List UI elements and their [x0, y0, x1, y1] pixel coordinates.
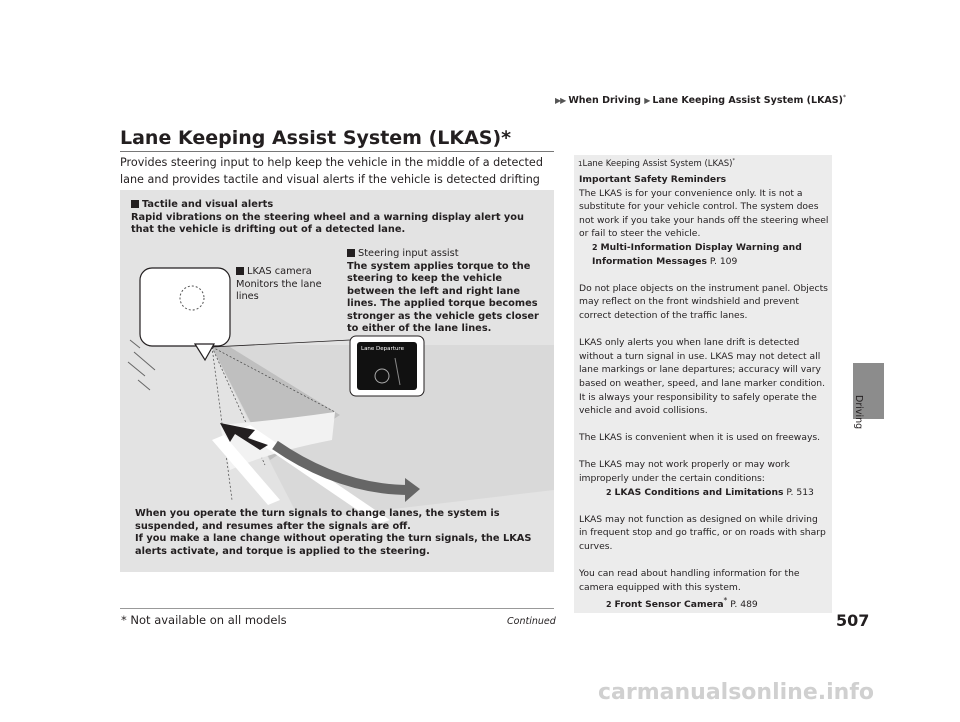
steer-block	[347, 248, 552, 336]
ref-3-page: P. 489	[730, 599, 758, 611]
safety-title: Important Safety Reminders	[579, 174, 727, 185]
camera-callout-box	[140, 268, 230, 346]
tactile-text: Rapid vibrations on the steering wheel and a warning display alert you that the vehicle is drifting out of a detected lane.	[131, 211, 525, 235]
page-title: Lane Keeping Assist System (LKAS)*	[120, 127, 512, 149]
ref-2[interactable]	[579, 486, 829, 500]
sidebar-heading-text: Lane Keeping Assist System (LKAS)	[582, 158, 733, 169]
ref-1-page: P. 109	[709, 255, 738, 267]
sidebar-para-2: Do not place objects on the instrument panel. Objects may reflect on the front windshield and prevent correct detection of the traffic lanes.	[579, 282, 828, 321]
breadcrumb	[555, 94, 846, 106]
ref-3-marker: *	[723, 596, 728, 606]
steer-text: The system applies torque to the steering to keep the vehicle between the left and right lane lines. The applied torque becomes stronger as the vehicle gets closer to either of the lane lines.	[347, 260, 539, 334]
reference-arrow-icon: 2	[606, 487, 612, 497]
sidebar-note-icon: 1	[578, 159, 583, 168]
ref-2-text: LKAS Conditions and Limitations	[614, 486, 784, 498]
sidebar-para-6: LKAS may not function as designed on while driving in frequent stop and go traffic, or on roads with sharp curves.	[579, 513, 826, 553]
breadcrumb-part-1[interactable]: When Driving	[568, 95, 641, 107]
page-number: 507	[836, 611, 870, 630]
double-arrow-icon: ▶▶	[555, 96, 566, 106]
ref-3[interactable]	[579, 594, 829, 612]
square-bullet-icon	[236, 267, 244, 275]
dash-2	[134, 352, 155, 370]
reference-arrow-icon: 2	[592, 242, 598, 252]
square-bullet-icon	[131, 200, 139, 208]
dash-3	[128, 362, 145, 376]
tactile-block	[131, 199, 543, 237]
sidebar-para-7: You can read about handling information for the camera equipped with this system.	[579, 568, 800, 593]
ref-1[interactable]	[579, 241, 829, 268]
breadcrumb-part-2[interactable]: Lane Keeping Assist System (LKAS)	[652, 95, 843, 107]
camera-callout-pointer	[195, 344, 214, 360]
continued-label: Continued	[507, 616, 556, 627]
camera-heading: LKAS camera	[247, 266, 312, 277]
arrow-icon: ▶	[644, 96, 650, 106]
sidebar-heading-marker: *	[732, 158, 735, 164]
dash-4	[138, 380, 150, 390]
bottom-text-2: If you make a lane change without operating the turn signals, the LKAS alerts activate, and torque is applied to the steering.	[135, 533, 532, 557]
bottom-text-1: When you operate the turn signals to change lanes, the system is suspended, and resumes after the signals are off.	[135, 508, 500, 532]
sidebar-body	[579, 173, 829, 612]
sidebar-heading	[578, 158, 735, 169]
steer-heading: Steering input assist	[358, 248, 459, 259]
sidebar-para-4: The LKAS is convenient when it is used on freeways.	[579, 432, 821, 444]
intro-text: Provides steering input to help keep the vehicle in the middle of a detected lane and provides tactile and visual alerts if the vehicle is detected drifting	[120, 156, 543, 186]
section-tab-label[interactable]: Driving	[853, 395, 864, 430]
ref-2-page: P. 513	[786, 486, 814, 498]
safety-text: The LKAS is for your convenience only. It is not a substitute for your vehicle control. The system does not work if you take your hands off the steering wheel or fail to steer the vehicle.	[579, 187, 829, 240]
tactile-heading: Tactile and visual alerts	[142, 199, 274, 210]
footnote: * Not available on all models	[121, 613, 287, 627]
title-divider	[120, 151, 554, 152]
breadcrumb-marker: *	[842, 94, 846, 101]
sidebar-para-5: The LKAS may not work properly or may work improperly under the certain conditions:	[579, 459, 790, 485]
display-label: Lane Departure	[361, 346, 404, 352]
reference-arrow-icon: 2	[606, 600, 612, 610]
sidebar-para-3: LKAS only alerts you when lane drift is detected without a turn signal in use. LKAS may not detect all lane markings or lane departures; accuracy will vary based on weather, speed, and lane marker condition. It is always your responsibility to safely operate the vehicle and avoid collisions.	[579, 337, 825, 417]
square-bullet-icon	[347, 249, 355, 257]
bottom-block	[135, 508, 547, 558]
ref-1-text: Multi-Information Display Warning and Information Messages	[592, 241, 802, 267]
footer-divider	[120, 608, 554, 609]
camera-text: Monitors the lane lines	[236, 278, 322, 302]
dash-1	[130, 340, 140, 348]
camera-block	[236, 266, 336, 304]
ref-3-text: Front Sensor Camera	[614, 599, 724, 611]
watermark: carmanualsonline.info	[598, 680, 874, 705]
